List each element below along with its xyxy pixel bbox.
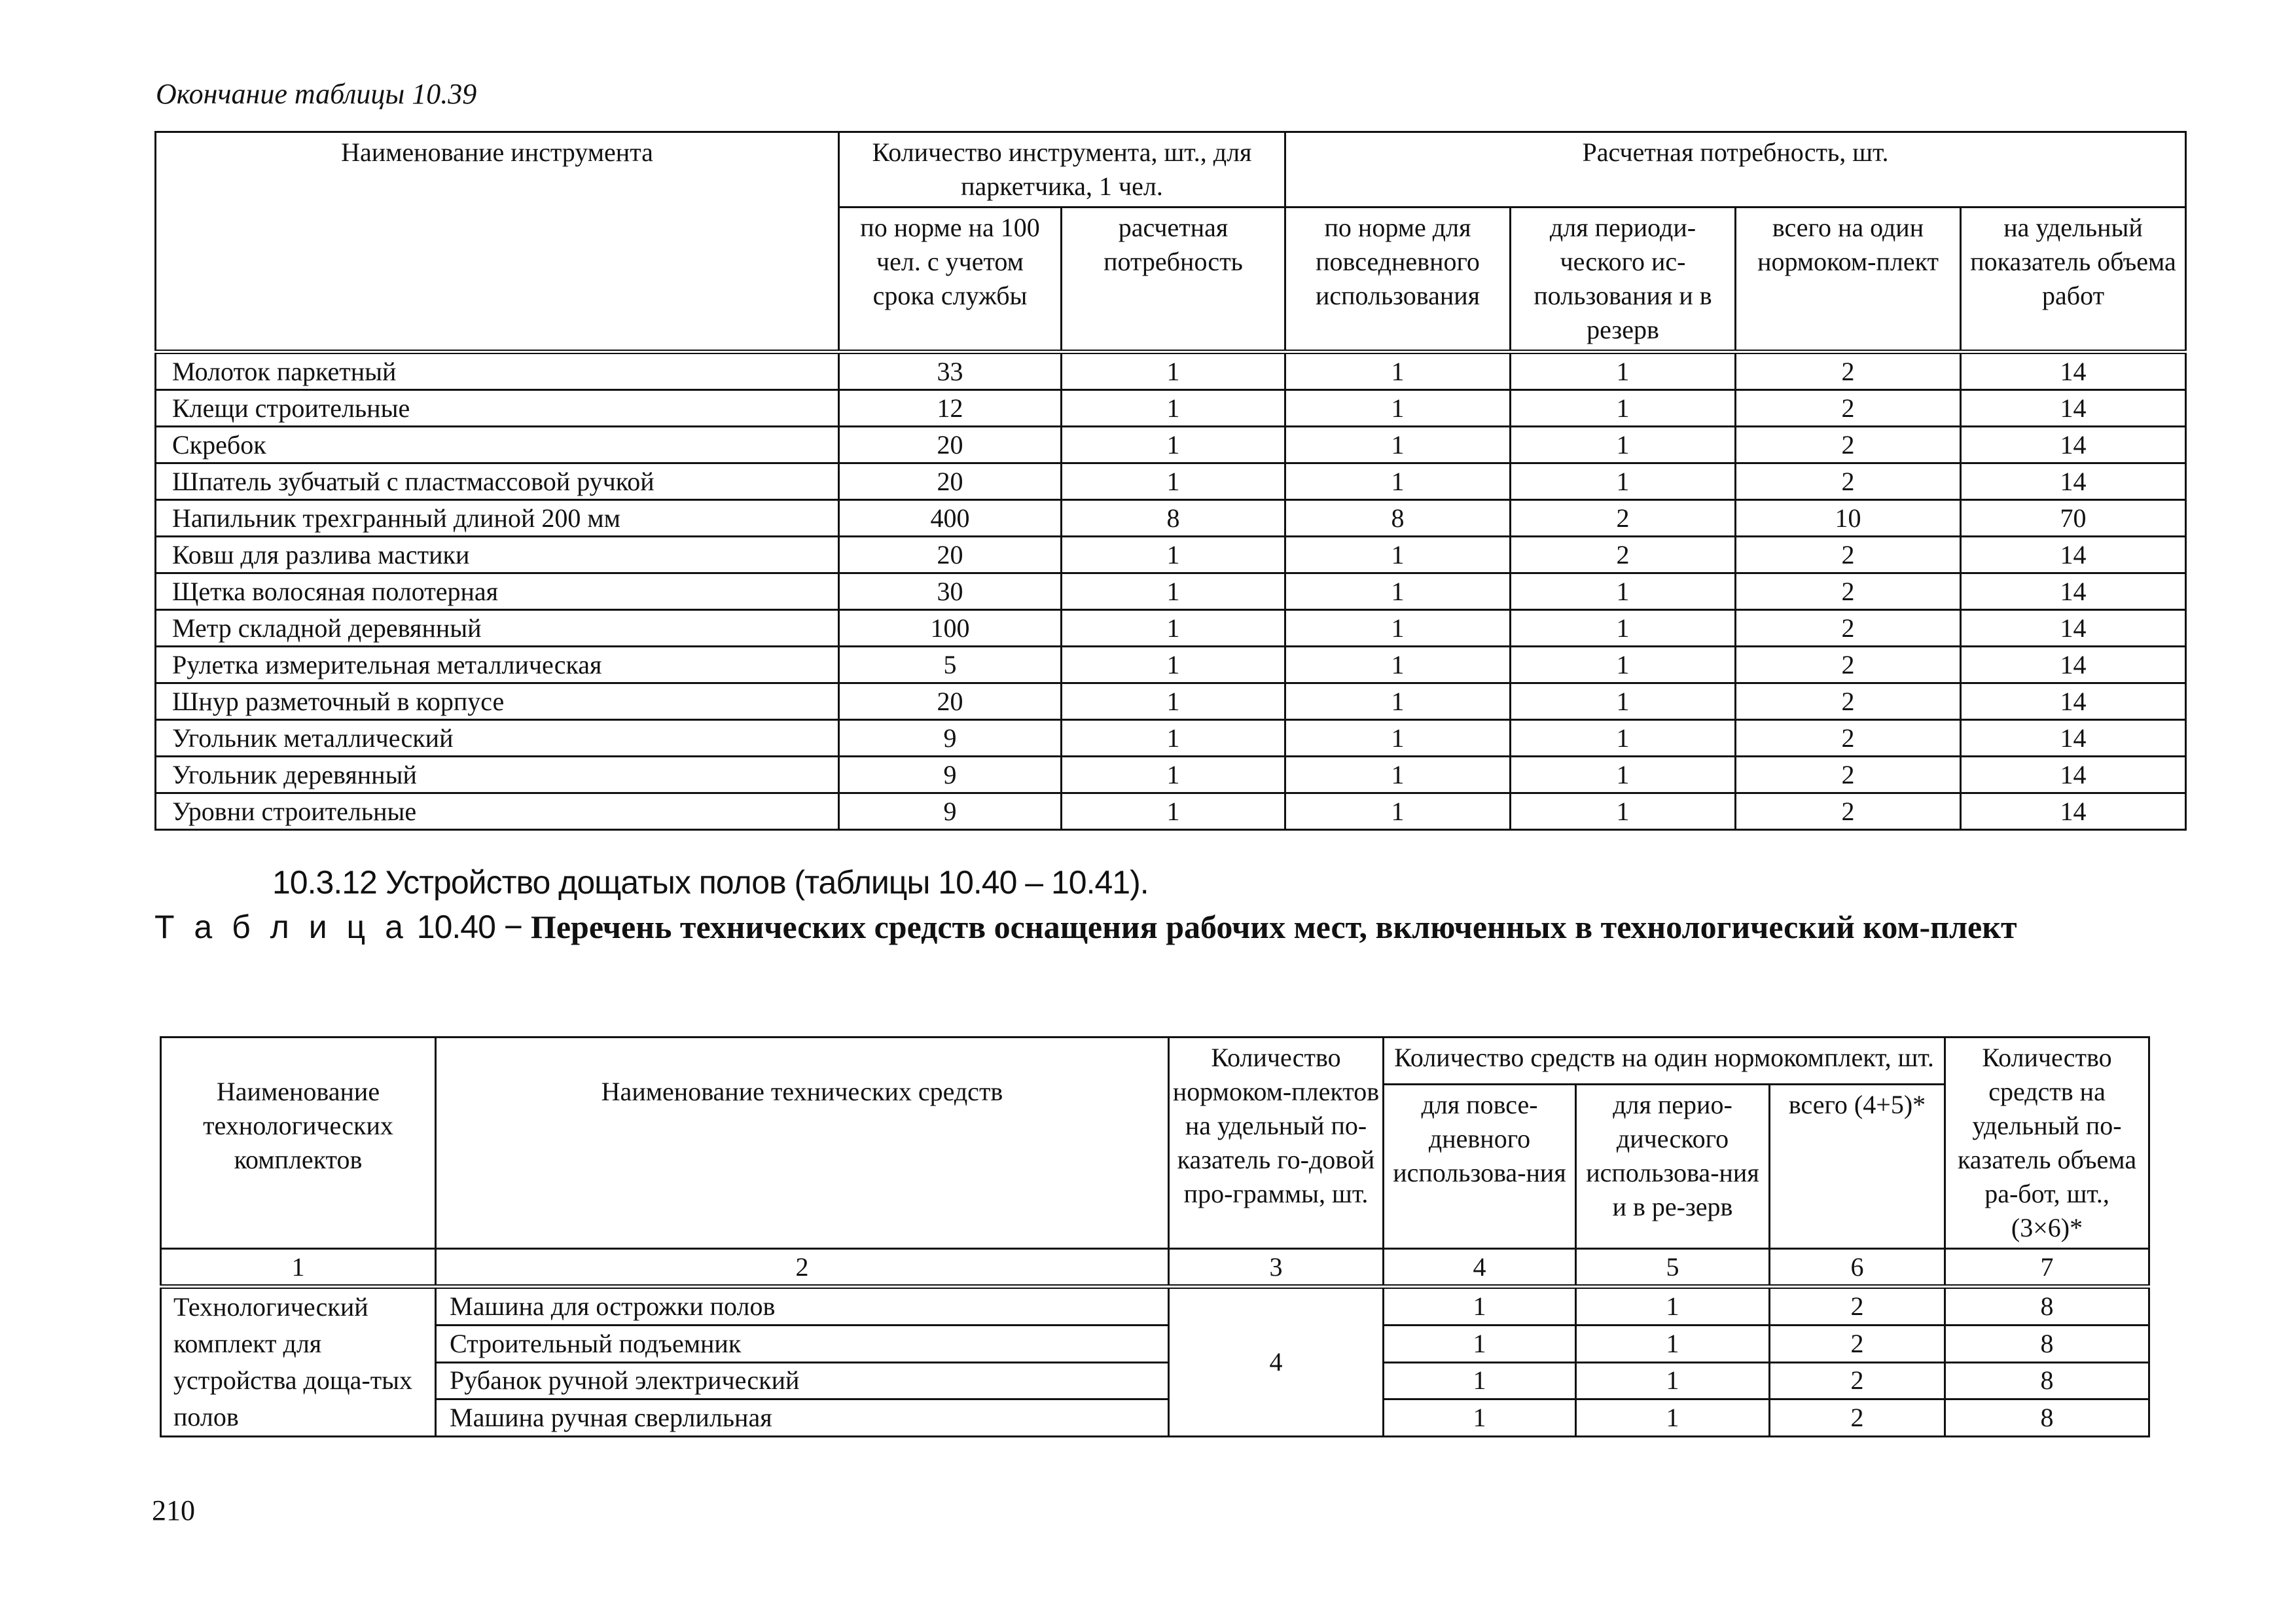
total-cell: 2 — [1736, 720, 1961, 757]
specific-cell: 14 — [1961, 683, 2186, 720]
norm-cell: 5 — [839, 647, 1062, 683]
calc-cell: 1 — [1062, 537, 1285, 573]
periodic-cell: 1 — [1576, 1325, 1770, 1362]
total-cell: 2 — [1736, 573, 1961, 610]
tool-name-cell: Метр складной деревянный — [156, 610, 839, 647]
total-cell: 2 — [1736, 647, 1961, 683]
means-name-cell: Машина ручная сверлильная — [436, 1399, 1169, 1437]
table-caption-number: 10.40 − — [416, 909, 523, 945]
total-cell: 2 — [1736, 463, 1961, 500]
equipment-table — [160, 1036, 2150, 1437]
header-total: всего (4+5)* — [1770, 1085, 1945, 1249]
kit-name-cell: Технологический комплект для устройства доща-тых полов — [161, 1287, 436, 1437]
calc-cell: 8 — [1062, 500, 1285, 537]
header-kits: Наименование технологических комплектов — [161, 1038, 436, 1249]
norm-cell: 9 — [839, 757, 1062, 793]
daily-cell: 1 — [1285, 352, 1511, 390]
table-row — [156, 390, 2186, 427]
total-cell: 2 — [1770, 1362, 1945, 1399]
specific-cell: 14 — [1961, 793, 2186, 830]
daily-cell: 1 — [1285, 610, 1511, 647]
header-specific: Количество средств на удельный по-казатель объема ра-бот, шт., (3×6)* — [1945, 1038, 2149, 1249]
total-cell: 10 — [1736, 500, 1961, 537]
norm-cell: 400 — [839, 500, 1062, 537]
calc-cell: 1 — [1062, 610, 1285, 647]
total-cell: 2 — [1770, 1287, 1945, 1326]
header-daily: для повсе-дневного использова-ния — [1384, 1085, 1576, 1249]
specific-cell: 14 — [1961, 757, 2186, 793]
specific-cell: 8 — [1945, 1362, 2149, 1399]
col-number: 3 — [1169, 1249, 1384, 1287]
header-per-set-group: Количество средств на один нормокомплект, шт. — [1384, 1038, 1945, 1085]
table-caption — [154, 907, 2157, 947]
header-need-daily: по норме для повседневного использования — [1285, 208, 1511, 352]
tool-name-cell: Клещи строительные — [156, 390, 839, 427]
table-row — [156, 500, 2186, 537]
table-row — [161, 1362, 2149, 1399]
table-row — [156, 647, 2186, 683]
col-number: 5 — [1576, 1249, 1770, 1287]
table-row — [156, 610, 2186, 647]
daily-cell: 1 — [1285, 793, 1511, 830]
total-cell: 2 — [1736, 427, 1961, 463]
table-row — [156, 537, 2186, 573]
specific-cell: 14 — [1961, 610, 2186, 647]
tool-name-cell: Молоток паркетный — [156, 352, 839, 390]
periodic-cell: 1 — [1576, 1362, 1770, 1399]
total-cell: 2 — [1736, 757, 1961, 793]
specific-cell: 14 — [1961, 720, 2186, 757]
periodic-cell: 2 — [1511, 500, 1736, 537]
means-name-cell: Машина для острожки полов — [436, 1287, 1169, 1326]
daily-cell: 1 — [1285, 390, 1511, 427]
norm-cell: 9 — [839, 793, 1062, 830]
header-need-specific: на удельный показатель объема работ — [1961, 208, 2186, 352]
periodic-cell: 1 — [1511, 573, 1736, 610]
periodic-cell: 1 — [1511, 390, 1736, 427]
header-qty-calc: расчетная потребность — [1062, 208, 1285, 352]
daily-cell: 1 — [1384, 1325, 1576, 1362]
means-name-cell: Строительный подъемник — [436, 1325, 1169, 1362]
table-caption-title: Перечень технических средств оснащения рабочих мест, включенных в технологический ком-плект — [530, 909, 2017, 945]
daily-cell: 1 — [1285, 537, 1511, 573]
tool-name-cell: Уровни строительные — [156, 793, 839, 830]
header-need-group: Расчетная потребность, шт. — [1285, 132, 2186, 208]
table-row — [161, 1287, 2149, 1326]
calc-cell: 1 — [1062, 427, 1285, 463]
daily-cell: 1 — [1384, 1399, 1576, 1437]
specific-cell: 14 — [1961, 390, 2186, 427]
calc-cell: 1 — [1062, 352, 1285, 390]
periodic-cell: 1 — [1576, 1399, 1770, 1437]
calc-cell: 1 — [1062, 720, 1285, 757]
periodic-cell: 1 — [1511, 793, 1736, 830]
table-caption-label: Т а б л и ц а — [154, 909, 408, 945]
total-cell: 2 — [1770, 1325, 1945, 1362]
norm-cell: 20 — [839, 683, 1062, 720]
periodic-cell: 1 — [1511, 610, 1736, 647]
specific-cell: 8 — [1945, 1325, 2149, 1362]
tool-name-cell: Напильник трехгранный длиной 200 мм — [156, 500, 839, 537]
specific-cell: 70 — [1961, 500, 2186, 537]
table-row — [156, 720, 2186, 757]
specific-cell: 14 — [1961, 463, 2186, 500]
calc-cell: 1 — [1062, 647, 1285, 683]
periodic-cell: 1 — [1511, 352, 1736, 390]
header-tool-name: Наименование инструмента — [156, 132, 839, 352]
header-need-periodic: для периоди-ческого ис-пользования и в резерв — [1511, 208, 1736, 352]
specific-cell: 14 — [1961, 352, 2186, 390]
periodic-cell: 2 — [1511, 537, 1736, 573]
norm-cell: 12 — [839, 390, 1062, 427]
total-cell: 2 — [1736, 352, 1961, 390]
tool-name-cell: Рулетка измерительная металлическая — [156, 647, 839, 683]
tool-name-cell: Шнур разметочный в корпусе — [156, 683, 839, 720]
table-row — [156, 463, 2186, 500]
calc-cell: 1 — [1062, 463, 1285, 500]
table-row — [156, 793, 2186, 830]
col-number: 1 — [161, 1249, 436, 1287]
daily-cell: 1 — [1285, 427, 1511, 463]
norm-cell: 33 — [839, 352, 1062, 390]
tools-table — [154, 131, 2187, 831]
norm-cell: 20 — [839, 537, 1062, 573]
table-continuation-caption: Окончание таблицы 10.39 — [156, 78, 477, 110]
header-qty-norm: по норме на 100 чел. с учетом срока службы — [839, 208, 1062, 352]
tool-name-cell: Щетка волосяная полотерная — [156, 573, 839, 610]
calc-cell: 1 — [1062, 573, 1285, 610]
col-number: 4 — [1384, 1249, 1576, 1287]
table-row — [156, 683, 2186, 720]
calc-cell: 1 — [1062, 757, 1285, 793]
daily-cell: 8 — [1285, 500, 1511, 537]
periodic-cell: 1 — [1511, 463, 1736, 500]
table-row — [156, 573, 2186, 610]
section-heading: 10.3.12 Устройство дощатых полов (таблицы 10.40 – 10.41). — [272, 864, 1149, 901]
col-number: 2 — [436, 1249, 1169, 1287]
daily-cell: 1 — [1285, 757, 1511, 793]
periodic-cell: 1 — [1511, 757, 1736, 793]
table-row — [161, 1399, 2149, 1437]
sets-value-cell: 4 — [1169, 1287, 1384, 1437]
total-cell: 2 — [1736, 390, 1961, 427]
col-number: 6 — [1770, 1249, 1945, 1287]
table-row — [156, 757, 2186, 793]
periodic-cell: 1 — [1511, 427, 1736, 463]
tool-name-cell: Шпатель зубчатый с пластмассовой ручкой — [156, 463, 839, 500]
tool-name-cell: Угольник металлический — [156, 720, 839, 757]
specific-cell: 14 — [1961, 573, 2186, 610]
tool-name-cell: Скребок — [156, 427, 839, 463]
total-cell: 2 — [1736, 793, 1961, 830]
daily-cell: 1 — [1285, 683, 1511, 720]
daily-cell: 1 — [1384, 1362, 1576, 1399]
tool-name-cell: Ковш для разлива мастики — [156, 537, 839, 573]
total-cell: 2 — [1736, 537, 1961, 573]
header-sets: Количество нормоком-плектов на удельный по-казатель го-довой про-граммы, шт. — [1169, 1038, 1384, 1249]
periodic-cell: 1 — [1576, 1287, 1770, 1326]
header-qty-group: Количество инструмента, шт., для паркетчика, 1 чел. — [839, 132, 1285, 208]
periodic-cell: 1 — [1511, 647, 1736, 683]
daily-cell: 1 — [1285, 720, 1511, 757]
total-cell: 2 — [1770, 1399, 1945, 1437]
table-row — [156, 352, 2186, 390]
calc-cell: 1 — [1062, 390, 1285, 427]
calc-cell: 1 — [1062, 793, 1285, 830]
header-need-total: всего на один нормоком-плект — [1736, 208, 1961, 352]
tool-name-cell: Угольник деревянный — [156, 757, 839, 793]
total-cell: 2 — [1736, 610, 1961, 647]
means-name-cell: Рубанок ручной электрический — [436, 1362, 1169, 1399]
daily-cell: 1 — [1384, 1287, 1576, 1326]
specific-cell: 8 — [1945, 1287, 2149, 1326]
norm-cell: 20 — [839, 463, 1062, 500]
norm-cell: 100 — [839, 610, 1062, 647]
daily-cell: 1 — [1285, 463, 1511, 500]
specific-cell: 8 — [1945, 1399, 2149, 1437]
norm-cell: 30 — [839, 573, 1062, 610]
page-number: 210 — [152, 1494, 195, 1526]
specific-cell: 14 — [1961, 647, 2186, 683]
specific-cell: 14 — [1961, 427, 2186, 463]
periodic-cell: 1 — [1511, 720, 1736, 757]
col-number: 7 — [1945, 1249, 2149, 1287]
column-numbers-row — [161, 1249, 2149, 1287]
table-row — [161, 1325, 2149, 1362]
total-cell: 2 — [1736, 683, 1961, 720]
periodic-cell: 1 — [1511, 683, 1736, 720]
header-periodic: для перио-дического использова-ния и в ре-зерв — [1576, 1085, 1770, 1249]
norm-cell: 20 — [839, 427, 1062, 463]
norm-cell: 9 — [839, 720, 1062, 757]
specific-cell: 14 — [1961, 537, 2186, 573]
daily-cell: 1 — [1285, 647, 1511, 683]
table-row — [156, 427, 2186, 463]
calc-cell: 1 — [1062, 683, 1285, 720]
daily-cell: 1 — [1285, 573, 1511, 610]
header-means: Наименование технических средств — [436, 1038, 1169, 1249]
